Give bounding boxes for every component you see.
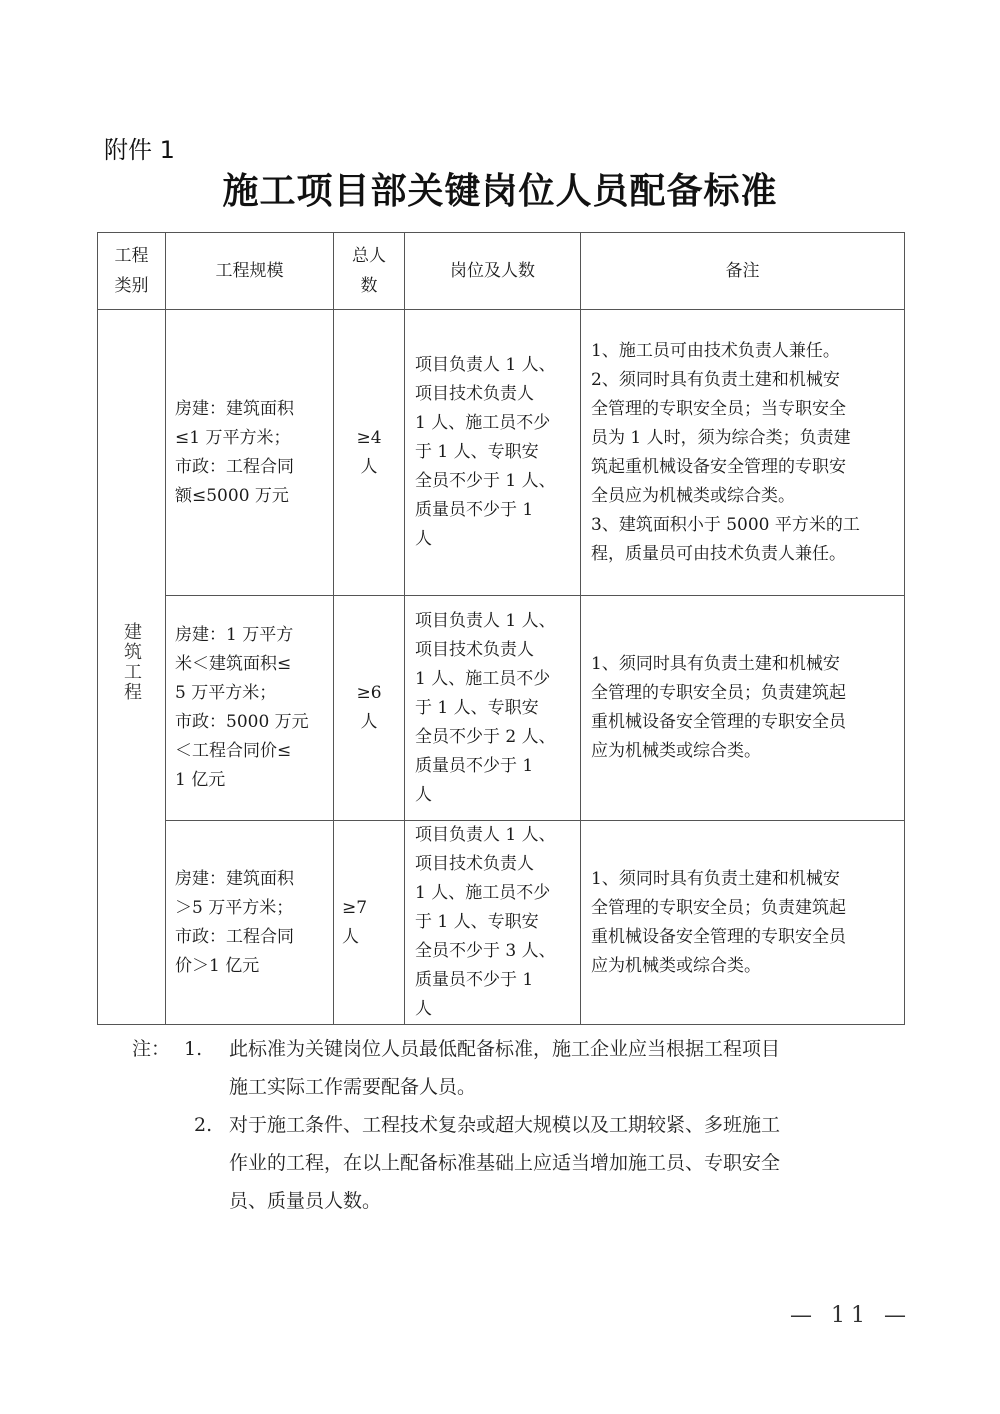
table-row [98, 596, 905, 821]
scale-cell: 房建：1 万平方 米＜建筑面积≤ 5 万平方米； 市政：5000 万元 ＜工程合同价≤ 1 亿元 [166, 596, 334, 821]
document-title: 施工项目部关键岗位人员配备标准 [222, 171, 778, 212]
header-total: 总人 数 [334, 233, 405, 310]
page-number: — 11 — [790, 1303, 912, 1328]
table-row [98, 310, 905, 596]
attachment-label: 附件 1 [104, 136, 175, 164]
scale-cell: 房建：建筑面积 ≤1 万平方米； 市政：工程合同 额≤5000 万元 [166, 310, 334, 596]
posts-cell: 项目负责人 1 人、 项目技术负责人 1 人、施工员不少 于 1 人、专职安 全员不少于 1 人、 质量员不少于 1 人 [405, 310, 581, 596]
total-cell: ≥4 人 [334, 310, 405, 596]
category-cell [98, 310, 166, 1025]
category-label: 建筑工程 [121, 622, 142, 702]
table-header-row [98, 233, 905, 310]
staffing-standard-table [97, 232, 905, 1025]
total-cell: ≥7 人 [334, 821, 405, 1025]
header-category: 工程 类别 [98, 233, 166, 310]
posts-cell: 项目负责人 1 人、 项目技术负责人 1 人、施工员不少 于 1 人、专职安 全员不少于 3 人、 质量员不少于 1 人 [405, 821, 581, 1025]
posts-cell: 项目负责人 1 人、 项目技术负责人 1 人、施工员不少 于 1 人、专职安 全员不少于 2 人、 质量员不少于 1 人 [405, 596, 581, 821]
note-item: 2. 对于施工条件、工程技术复杂或超大规模以及工期较紧、多班施工 作业的工程，在以上配备标准基础上应适当增加施工员、专职安全 员、质量员人数。 [132, 1106, 912, 1220]
remarks-cell: 1、须同时具有负责土建和机械安 全管理的专职安全员；负责建筑起 重机械设备安全管理的专职安全员 应为机械类或综合类。 [581, 821, 905, 1025]
note-number: 2. [194, 1114, 213, 1136]
remarks-cell: 1、须同时具有负责土建和机械安 全管理的专职安全员；负责建筑起 重机械设备安全管理的专职安全员 应为机械类或综合类。 [581, 596, 905, 821]
scale-cell: 房建：建筑面积 ＞5 万平方米； 市政：工程合同 价＞1 亿元 [166, 821, 334, 1025]
remarks-cell: 1、施工员可由技术负责人兼任。 2、须同时具有负责土建和机械安 全管理的专职安全员；当专职安全 员为 1 人时，须为综合类；负责建 筑起重机械设备安全管理的专职安 全员应为机械类或综合类。 3、建筑面积小于 5000 平方米的工 程，质量员可由技术负责人兼任。 [581, 310, 905, 596]
header-remarks: 备注 [581, 233, 905, 310]
total-cell: ≥6 人 [334, 596, 405, 821]
header-scale: 工程规模 [166, 233, 334, 310]
header-posts: 岗位及人数 [405, 233, 581, 310]
notes-prefix: 注： [132, 1038, 171, 1060]
note-item: 注： 1. 此标准为关键岗位人员最低配备标准，施工企业应当根据工程项目 施工实际工作需要配备人员。 [132, 1030, 912, 1106]
notes-section [132, 1030, 912, 1220]
note-number: 1. [184, 1038, 203, 1060]
table-row [98, 821, 905, 1025]
